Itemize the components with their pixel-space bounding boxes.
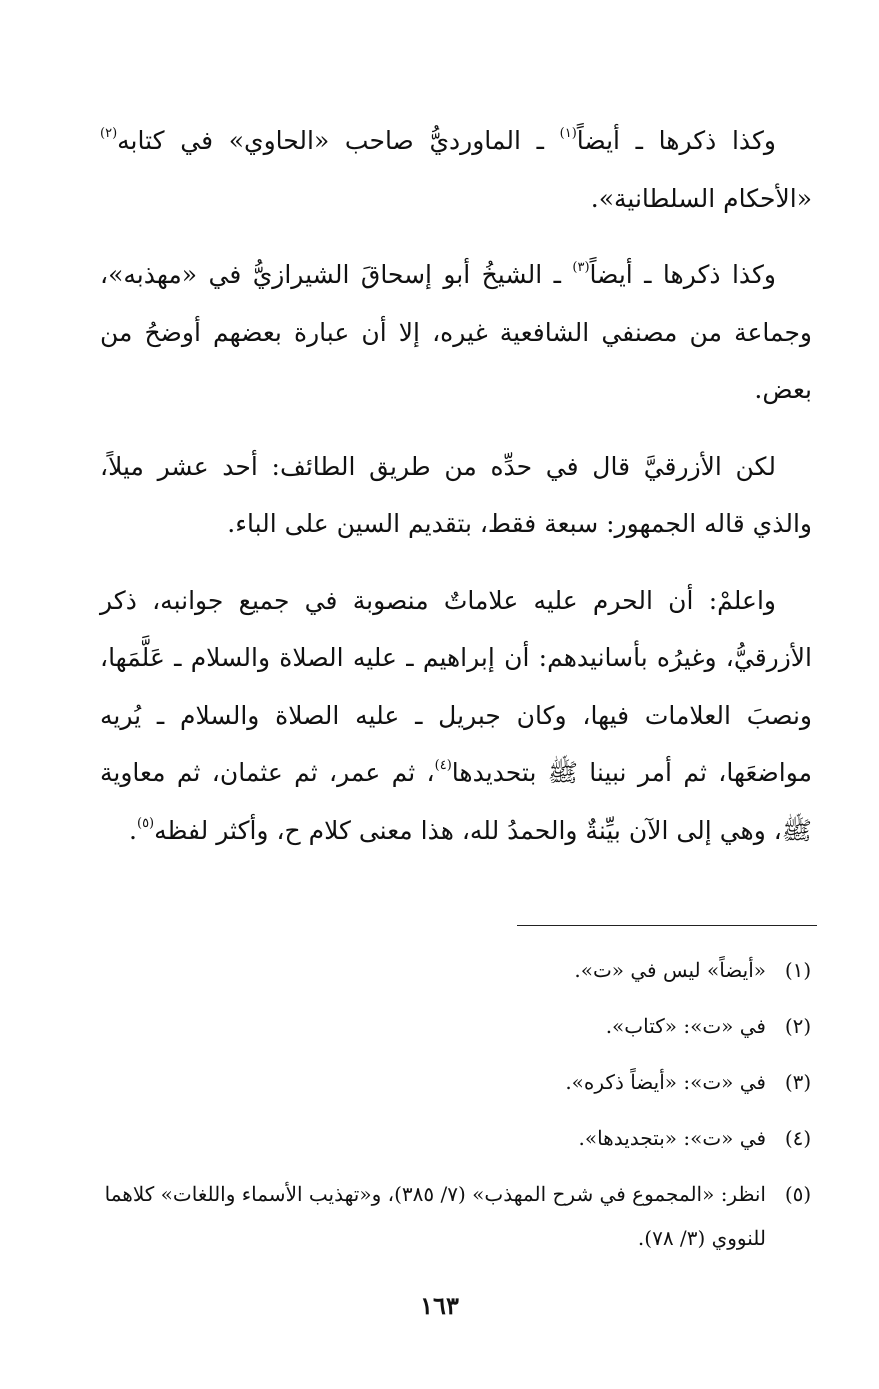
- footnote-text: في «ت»: «بتجديدها».: [578, 1126, 766, 1150]
- footnote-ref: (١): [559, 126, 577, 141]
- footnote-item: [100, 1172, 820, 1260]
- footnote-number: (١): [784, 958, 812, 982]
- text-segment: وكذا ذكرها ـ أيضاً: [589, 260, 776, 289]
- footnote-text: «أيضاً» ليس في «ت».: [574, 958, 766, 982]
- footnote-ref: (٣): [572, 260, 590, 275]
- footnote-ref: (٤): [434, 758, 452, 773]
- text-segment: لكن الأزرقيَّ قال في حدِّه من طريق الطائف: أحد عشر ميلاً، والذي قاله الجمهور: سبعة فقط، بتقديم السين على الباء.: [100, 451, 812, 538]
- paragraph: [100, 438, 812, 553]
- text-segment: واعلمْ: أن الحرم عليه علاماتٌ منصوبة في جميع جوانبه، ذكر الأزرقيُّ، وغيرُه بأسانيدهم: أن إبراهيم ـ عليه الصلاة والسلام ـ عَلَّمَها، ونصبَ العلامات فيها، وكان جبريل ـ عليه الصلاة والسلام ـ يُريه مواضعَها، ثم أمر نبينا ﷺ بتحديدها: [100, 585, 813, 787]
- footnote-number: (٥): [784, 1182, 812, 1206]
- footnote-number: (٢): [784, 1014, 812, 1038]
- footnotes: [100, 948, 820, 1272]
- footnote-text: في «ت»: «أيضاً ذكره».: [565, 1070, 766, 1094]
- text-segment: ـ الشيخُ أبو إسحاقَ الشيرازيُّ في «مهذبه»، وجماعة من مصنفي الشافعية غيره، إلا أن عبارة بعضهم أوضحُ من بعض.: [100, 260, 812, 404]
- footnote-ref: (٥): [136, 815, 155, 831]
- footnote-number: (٤): [784, 1126, 812, 1150]
- footnote-item: [100, 1116, 820, 1160]
- footnote-item: [100, 1060, 820, 1104]
- text-segment: .: [129, 815, 137, 845]
- paragraph: [100, 246, 812, 419]
- footnote-separator: [517, 925, 817, 926]
- footnote-text: انظر: «المجموع في شرح المهذب» (٧/ ٣٨٥)، و«تهذيب الأسماء واللغات» كلاهما للنووي (٣/ ٧٨).: [104, 1182, 766, 1250]
- main-text: [100, 112, 812, 859]
- text-segment: ، ثم عمر، ثم عثمان، ثم معاوية ﷺ، وهي إلى الآن بيِّنةٌ والحمدُ لله، هذا معنى كلام ح، وأكثر لفظه: [100, 758, 812, 845]
- footnote-text: في «ت»: «كتاب».: [605, 1014, 766, 1038]
- page-number: ١٦٣: [420, 1291, 459, 1320]
- paragraph: [100, 112, 812, 227]
- paragraph: [100, 572, 812, 860]
- text-segment: ـ الماورديُّ صاحب «الحاوي» في كتابه: [117, 126, 560, 155]
- text-segment: «الأحكام السلطانية».: [590, 183, 812, 213]
- text-segment: وكذا ذكرها ـ أيضاً: [576, 126, 776, 155]
- footnote-item: [100, 948, 820, 992]
- footnote-ref: (٢): [100, 126, 118, 141]
- footnote-number: (٣): [784, 1070, 812, 1094]
- footnote-item: [100, 1004, 820, 1048]
